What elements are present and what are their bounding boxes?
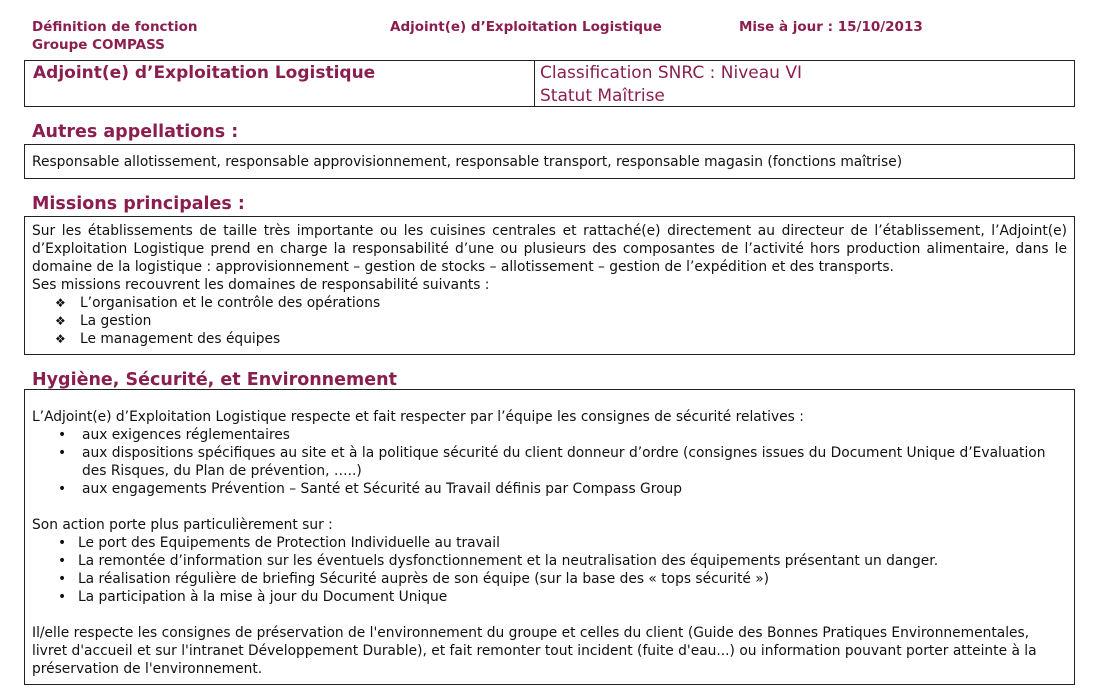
title-box bbox=[24, 60, 1075, 107]
hse-heading: Hygiène, Sécurité, et Environnement bbox=[32, 370, 397, 390]
missions-list bbox=[32, 294, 1067, 348]
list-item-text: Le port des Equipements de Protection Individuelle au travail bbox=[78, 535, 500, 551]
list-item bbox=[32, 330, 1067, 348]
classification-cell bbox=[535, 61, 1074, 106]
hse-closing: Il/elle respecte les consignes de préservation de l'environnement du groupe et celles du client (Guide des Bonnes Pratiques Environnementales, livret d'accueil et sur l'intranet Développement Durable), et fait remonter tout incident (fuite d'eau...) ou information pouvant porter atteinte à la préservation de l'environnement. bbox=[32, 625, 1037, 677]
hse-list2 bbox=[32, 534, 1067, 606]
header-job-title: Adjoint(e) d’Exploitation Logistique bbox=[390, 19, 662, 35]
list-item-text: Le management des équipes bbox=[80, 331, 281, 347]
list-item bbox=[32, 588, 1067, 606]
header-document-type bbox=[32, 18, 198, 54]
autres-text: Responsable allotissement, responsable approvisionnement, responsable transport, responsable magasin (fonctions maîtrise) bbox=[32, 154, 903, 170]
classification-text: Classification SNRC : Niveau VI bbox=[540, 63, 802, 83]
hse-box bbox=[24, 389, 1075, 685]
autres-heading: Autres appellations : bbox=[32, 122, 239, 142]
list-item bbox=[32, 480, 1067, 498]
list-item bbox=[32, 552, 1067, 570]
autres-box bbox=[24, 144, 1075, 179]
list-item-text: La gestion bbox=[80, 313, 152, 329]
dot-bullet-icon: • bbox=[58, 589, 67, 605]
dot-bullet-icon: • bbox=[58, 481, 67, 497]
dot-bullet-icon: • bbox=[58, 571, 67, 587]
job-title: Adjoint(e) d’Exploitation Logistique bbox=[25, 61, 535, 106]
list-item-text: aux exigences réglementaires bbox=[82, 427, 290, 443]
hse-list1 bbox=[32, 426, 1067, 498]
status-text: Statut Maîtrise bbox=[540, 86, 665, 106]
list-item-text: L’organisation et le contrôle des opérations bbox=[80, 295, 381, 311]
missions-box bbox=[24, 216, 1075, 355]
list-item-text: La participation à la mise à jour du Document Unique bbox=[78, 589, 448, 605]
list-item-text: La réalisation régulière de briefing Sécurité auprès de son équipe (sur la base des « tops sécurité ») bbox=[78, 571, 770, 587]
diamond-bullet-icon: ❖ bbox=[55, 332, 66, 346]
list-item bbox=[32, 294, 1067, 312]
diamond-bullet-icon: ❖ bbox=[55, 314, 66, 328]
list-item bbox=[32, 534, 1067, 552]
dot-bullet-icon: • bbox=[58, 427, 67, 443]
header-update-date: Mise à jour : 15/10/2013 bbox=[739, 19, 923, 35]
hse-intro1: L’Adjoint(e) d’Exploitation Logistique respecte et fait respecter par l’équipe les consignes de sécurité relatives : bbox=[32, 409, 804, 425]
list-item-text: aux engagements Prévention – Santé et Sécurité au Travail définis par Compass Group bbox=[82, 481, 683, 497]
list-item-text: La remontée d’information sur les éventuels dysfonctionnement et la neutralisation des équipements présentant un danger. bbox=[78, 553, 939, 569]
diamond-bullet-icon: ❖ bbox=[55, 296, 66, 310]
dot-bullet-icon: • bbox=[58, 553, 67, 569]
hse-intro2: Son action porte plus particulièrement sur : bbox=[32, 517, 333, 533]
missions-intro: Ses missions recouvrent les domaines de responsabilité suivants : bbox=[32, 277, 490, 293]
missions-paragraph: Sur les établissements de taille très importante ou les cuisines centrales et rattaché(e) directement au directeur de l’établissement, l’Adjoint(e) d’Exploitation Logistique prend en charge la responsabilité d’une ou plusieurs des composantes de l’activité hors production alimentaire, dans le domaine de la logistique : approvisionnement – gestion de stocks – allotissement – gestion de l’expédition et des transports. bbox=[32, 223, 1067, 275]
list-item bbox=[32, 444, 1067, 480]
dot-bullet-icon: • bbox=[58, 445, 67, 461]
list-item bbox=[32, 426, 1067, 444]
list-item bbox=[32, 570, 1067, 588]
dot-bullet-icon: • bbox=[58, 535, 67, 551]
list-item bbox=[32, 312, 1067, 330]
header-doc-label: Définition de fonction bbox=[32, 19, 198, 35]
header-group-label: Groupe COMPASS bbox=[32, 37, 165, 53]
list-item-text: aux dispositions spécifiques au site et à la politique sécurité du client donneur d’ordre (consignes issues du Document Unique d’Evaluation des Risques, du Plan de prévention, …..) bbox=[82, 445, 1046, 479]
missions-heading: Missions principales : bbox=[32, 194, 245, 214]
